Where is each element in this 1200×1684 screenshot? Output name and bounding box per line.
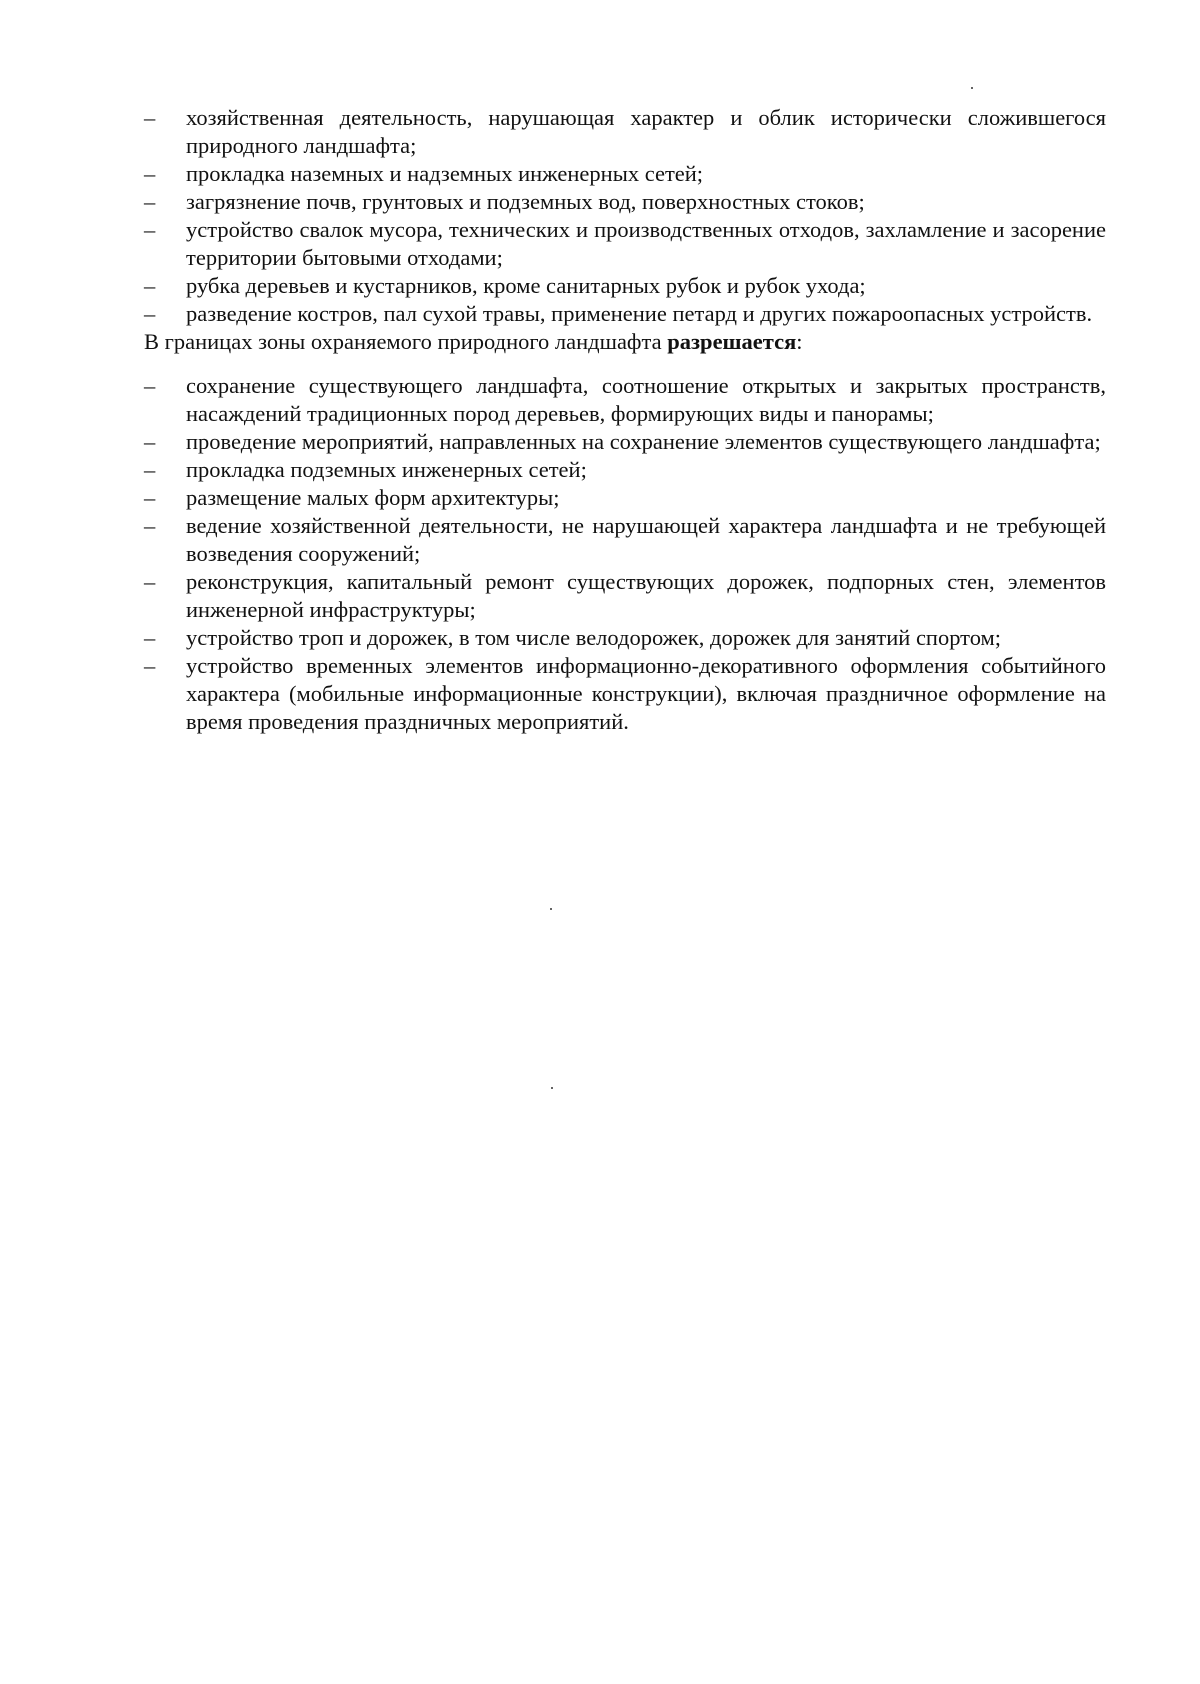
- intro-bold: разрешается: [667, 329, 797, 354]
- list-item-text: загрязнение почв, грунтовых и подземных вод, поверхностных стоков;: [186, 189, 865, 214]
- scan-speck: [551, 1087, 553, 1089]
- intro-prefix: В границах зоны охраняемого природного ландшафта: [144, 329, 668, 354]
- list-item-text: устройство свалок мусора, технических и производственных отходов, захламление и засорение территории бытовыми отходами;: [186, 217, 1106, 270]
- list-item-text: прокладка подземных инженерных сетей;: [186, 457, 587, 482]
- dash-marker: –: [144, 485, 156, 510]
- permitted-list: [144, 372, 1106, 736]
- list-item-text: устройство троп и дорожек, в том числе велодорожек, дорожек для занятий спортом;: [186, 625, 1002, 650]
- list-item-text: рубка деревьев и кустарников, кроме санитарных рубок и рубок ухода;: [186, 273, 866, 298]
- list-item-text: реконструкция, капитальный ремонт существующих дорожек, подпорных стен, элементов инженерной инфраструктуры;: [186, 569, 1106, 622]
- list-item: [144, 160, 1106, 188]
- intro-suffix: :: [796, 329, 803, 354]
- list-item: [144, 188, 1106, 216]
- list-item-text: хозяйственная деятельность, нарушающая характер и облик исторически сложившегося природного ландшафта;: [186, 105, 1106, 158]
- document-body: [144, 104, 1106, 736]
- dash-marker: –: [144, 457, 156, 482]
- dash-marker: –: [144, 373, 156, 398]
- list-item: [144, 216, 1106, 272]
- list-item-text: проведение мероприятий, направленных на сохранение элементов существующего ландшафта;: [186, 429, 1101, 454]
- dash-marker: –: [144, 513, 156, 538]
- list-item: [144, 300, 1106, 328]
- list-item: [144, 372, 1106, 428]
- dash-marker: –: [144, 569, 156, 594]
- scan-speck: [971, 87, 973, 89]
- list-item: [144, 428, 1106, 456]
- dash-marker: –: [144, 429, 156, 454]
- dash-marker: –: [144, 105, 156, 130]
- dash-marker: –: [144, 189, 156, 214]
- dash-marker: –: [144, 625, 156, 650]
- list-item: [144, 624, 1106, 652]
- dash-marker: –: [144, 653, 156, 678]
- list-item: [144, 272, 1106, 300]
- dash-marker: –: [144, 273, 156, 298]
- list-item: [144, 104, 1106, 160]
- scan-speck: [550, 908, 552, 910]
- list-item-text: прокладка наземных и надземных инженерных сетей;: [186, 161, 704, 186]
- prohibited-list: [144, 104, 1106, 328]
- dash-marker: –: [144, 217, 156, 242]
- list-item-text: сохранение существующего ландшафта, соотношение открытых и закрытых пространств, насаждений традиционных пород деревьев, формирующих виды и панорамы;: [186, 373, 1106, 426]
- list-item-text: разведение костров, пал сухой травы, применение петард и других пожароопасных устройств.: [186, 301, 1093, 326]
- list-item: [144, 484, 1106, 512]
- list-item: [144, 652, 1106, 736]
- dash-marker: –: [144, 301, 156, 326]
- list-item-text: размещение малых форм архитектуры;: [186, 485, 560, 510]
- permitted-intro: [144, 328, 1106, 356]
- list-item-text: устройство временных элементов информационно-декоративного оформления событийного характера (мобильные информационные конструкции), включая праздничное оформление на время проведения праздничных мероприятий.: [186, 653, 1106, 734]
- list-item-text: ведение хозяйственной деятельности, не нарушающей характера ландшафта и не требующей возведения сооружений;: [186, 513, 1106, 566]
- list-item: [144, 456, 1106, 484]
- dash-marker: –: [144, 161, 156, 186]
- list-item: [144, 512, 1106, 568]
- list-item: [144, 568, 1106, 624]
